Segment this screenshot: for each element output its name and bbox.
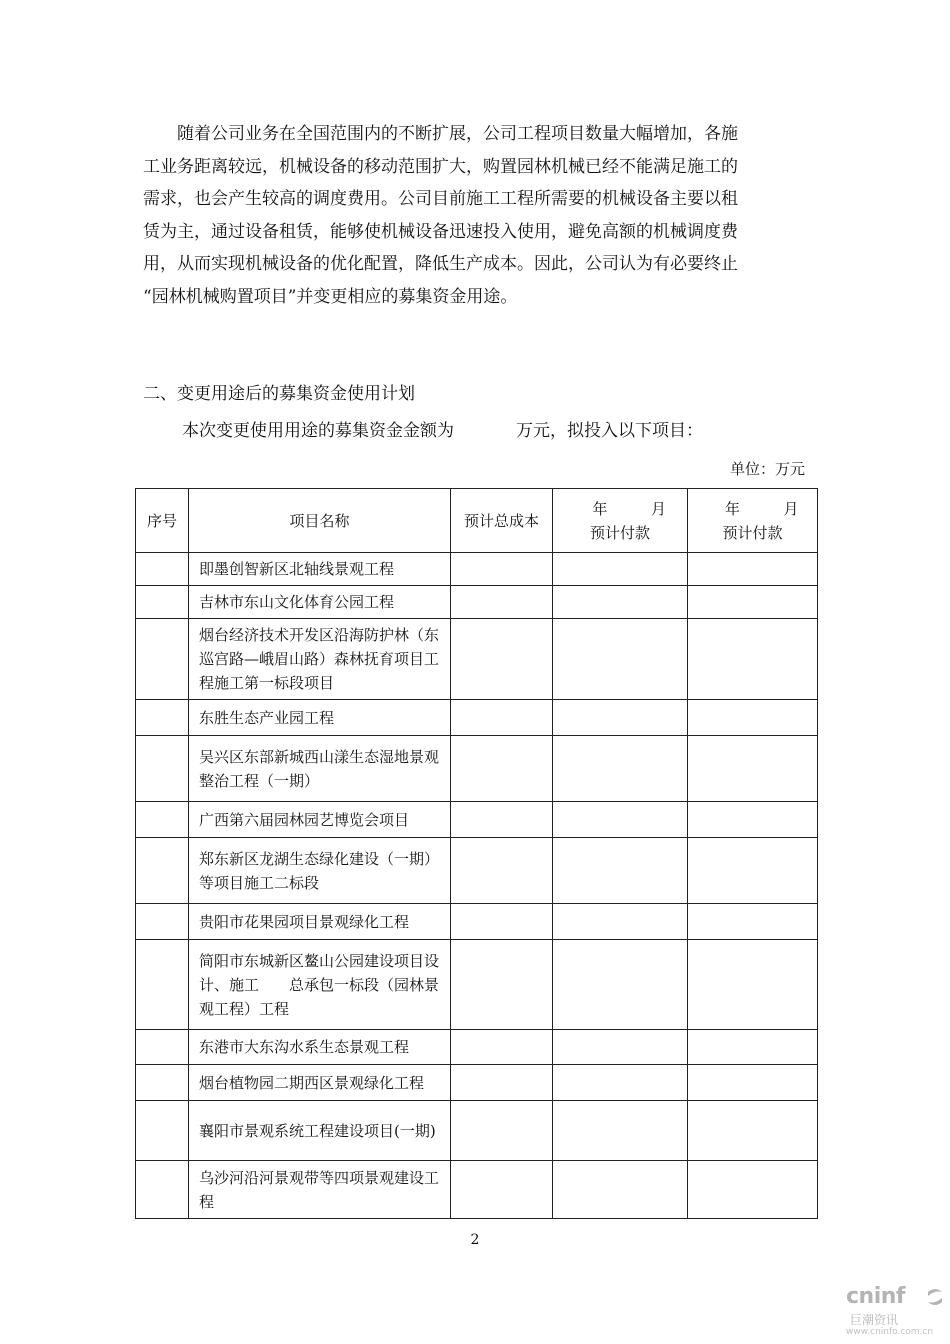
cell-index (136, 1161, 189, 1219)
paragraph-line: 随着公司业务在全国范围内的不断扩展，公司工程项目数量大幅增加，各施 (177, 124, 738, 144)
cell-total-cost (451, 904, 553, 940)
cell-total-cost (451, 1030, 553, 1065)
cell-payment-2 (688, 1161, 818, 1219)
table-row (136, 904, 818, 940)
cell-payment-2 (688, 940, 818, 1030)
payment-label: 预计付款 (722, 523, 783, 542)
cell-payment-1 (553, 1161, 688, 1219)
cell-index (136, 553, 189, 586)
cell-payment-1 (553, 904, 688, 940)
cell-index (136, 700, 189, 736)
header-total-cost: 预计总成本 (451, 489, 553, 553)
unit-label: 单位：万元 (729, 460, 805, 478)
month-label: 月 (650, 499, 666, 518)
cell-index (136, 838, 189, 904)
watermark-brand: cninf (846, 1284, 905, 1309)
page-number: 2 (470, 1232, 480, 1248)
project-fund-table (135, 488, 818, 1219)
watermark-url: www.cninfo.com.cn (846, 1327, 934, 1337)
cell-project-name: 郑东新区龙湖生态绿化建设（一期）等项目施工二标段 (189, 838, 451, 904)
cell-payment-1 (553, 700, 688, 736)
watermark-name: 巨潮资讯 (850, 1313, 899, 1327)
cell-payment-1 (553, 736, 688, 802)
body-paragraph (143, 118, 815, 313)
cell-payment-2 (688, 904, 818, 940)
cell-index (136, 586, 189, 619)
cell-payment-1 (553, 838, 688, 904)
cninfo-watermark (840, 1282, 950, 1344)
cell-payment-1 (553, 1030, 688, 1065)
cell-index (136, 802, 189, 838)
cell-total-cost (451, 1101, 553, 1161)
cell-index (136, 940, 189, 1030)
cell-payment-2 (688, 700, 818, 736)
table-row (136, 1065, 818, 1101)
cell-total-cost (451, 586, 553, 619)
cell-project-name: 即墨创智新区北轴线景观工程 (189, 553, 451, 586)
cell-total-cost (451, 802, 553, 838)
table-row (136, 619, 818, 700)
cell-index (136, 619, 189, 700)
cell-total-cost (451, 553, 553, 586)
table-row (136, 1101, 818, 1161)
cell-index (136, 904, 189, 940)
cell-project-name: 烟台经济技术开发区沿海防护林（东巡宫路—峨眉山路）森林抚育项目工程施工第一标段项目 (189, 619, 451, 700)
cell-payment-1 (553, 940, 688, 1030)
cell-project-name: 东胜生态产业园工程 (189, 700, 451, 736)
cell-payment-2 (688, 1101, 818, 1161)
month-label: 月 (783, 499, 799, 518)
header-project-name: 项目名称 (189, 489, 451, 553)
cell-project-name: 简阳市东城新区鳌山公园建设项目设计、施工 总承包一标段（园林景观工程）工程 (189, 940, 451, 1030)
cell-payment-2 (688, 838, 818, 904)
cell-project-name: 襄阳市景观系统工程建设项目(一期) (189, 1101, 451, 1161)
header-payment-period-1 (553, 489, 688, 553)
table-row (136, 838, 818, 904)
paragraph-line: 工业务距离较远，机械设备的移动范围扩大，购置园林机械已经不能满足施工的 (143, 156, 738, 177)
year-month-label (553, 497, 687, 521)
cell-index (136, 736, 189, 802)
payment-label: 预计付款 (589, 523, 650, 542)
table-row (136, 553, 818, 586)
cell-index (136, 1101, 189, 1161)
header-index: 序号 (136, 489, 189, 553)
paragraph-line: “园林机械购置项目”并变更相应的募集资金用途。 (143, 286, 518, 307)
cell-payment-1 (553, 1101, 688, 1161)
cell-payment-2 (688, 736, 818, 802)
year-label: 年 (724, 499, 740, 518)
cell-index (136, 1030, 189, 1065)
table-row (136, 1161, 818, 1219)
paragraph-line: 用，从而实现机械设备的优化配置，降低生产成本。因此，公司认为有必要终止 (143, 254, 738, 274)
cell-payment-1 (553, 1065, 688, 1101)
year-month-label (688, 497, 817, 521)
cell-total-cost (451, 700, 553, 736)
cell-payment-2 (688, 586, 818, 619)
cell-project-name: 乌沙河沿河景观带等四项景观建设工程 (189, 1161, 451, 1219)
paragraph-line: 赁为主，通过设备租赁，能够使机械设备迅速投入使用，避免高额的机械调度费 (143, 221, 738, 242)
cell-total-cost (451, 1161, 553, 1219)
cell-payment-2 (688, 619, 818, 700)
cell-payment-2 (688, 1065, 818, 1101)
cell-payment-2 (688, 1030, 818, 1065)
section-heading: 二、变更用途后的募集资金使用计划 (143, 384, 415, 404)
cell-total-cost (451, 619, 553, 700)
table-row (136, 700, 818, 736)
table-row (136, 586, 818, 619)
cell-total-cost (451, 736, 553, 802)
cell-payment-1 (553, 586, 688, 619)
cell-payment-1 (553, 553, 688, 586)
cell-payment-2 (688, 802, 818, 838)
amount-sentence-after: 万元，拟投入以下项目： (516, 421, 703, 441)
cell-project-name: 广西第六届园林园艺博览会项目 (189, 802, 451, 838)
cell-total-cost (451, 838, 553, 904)
cell-project-name: 吴兴区东部新城西山漾生态湿地景观整治工程（一期） (189, 736, 451, 802)
table-row (136, 1030, 818, 1065)
cell-project-name: 东港市大东沟水系生态景观工程 (189, 1030, 451, 1065)
paragraph-line: 需求，也会产生较高的调度费用。公司目前施工工程所需要的机械设备主要以租 (143, 189, 738, 209)
table-header-row (136, 489, 818, 553)
header-payment-period-2 (688, 489, 818, 553)
cell-total-cost (451, 1065, 553, 1101)
cell-payment-1 (553, 619, 688, 700)
cell-project-name: 烟台植物园二期西区景观绿化工程 (189, 1065, 451, 1101)
table-row (136, 802, 818, 838)
amount-sentence-before: 本次变更使用用途的募集资金金额为 (182, 421, 454, 441)
cninfo-logo-icon (924, 1286, 946, 1308)
table-row (136, 940, 818, 1030)
table-row (136, 736, 818, 802)
cell-payment-2 (688, 553, 818, 586)
amount-sentence (182, 418, 703, 444)
cell-total-cost (451, 940, 553, 1030)
cell-payment-1 (553, 802, 688, 838)
cell-project-name: 吉林市东山文化体育公园工程 (189, 586, 451, 619)
cell-project-name: 贵阳市花果园项目景观绿化工程 (189, 904, 451, 940)
year-label: 年 (592, 499, 608, 518)
cell-index (136, 1065, 189, 1101)
